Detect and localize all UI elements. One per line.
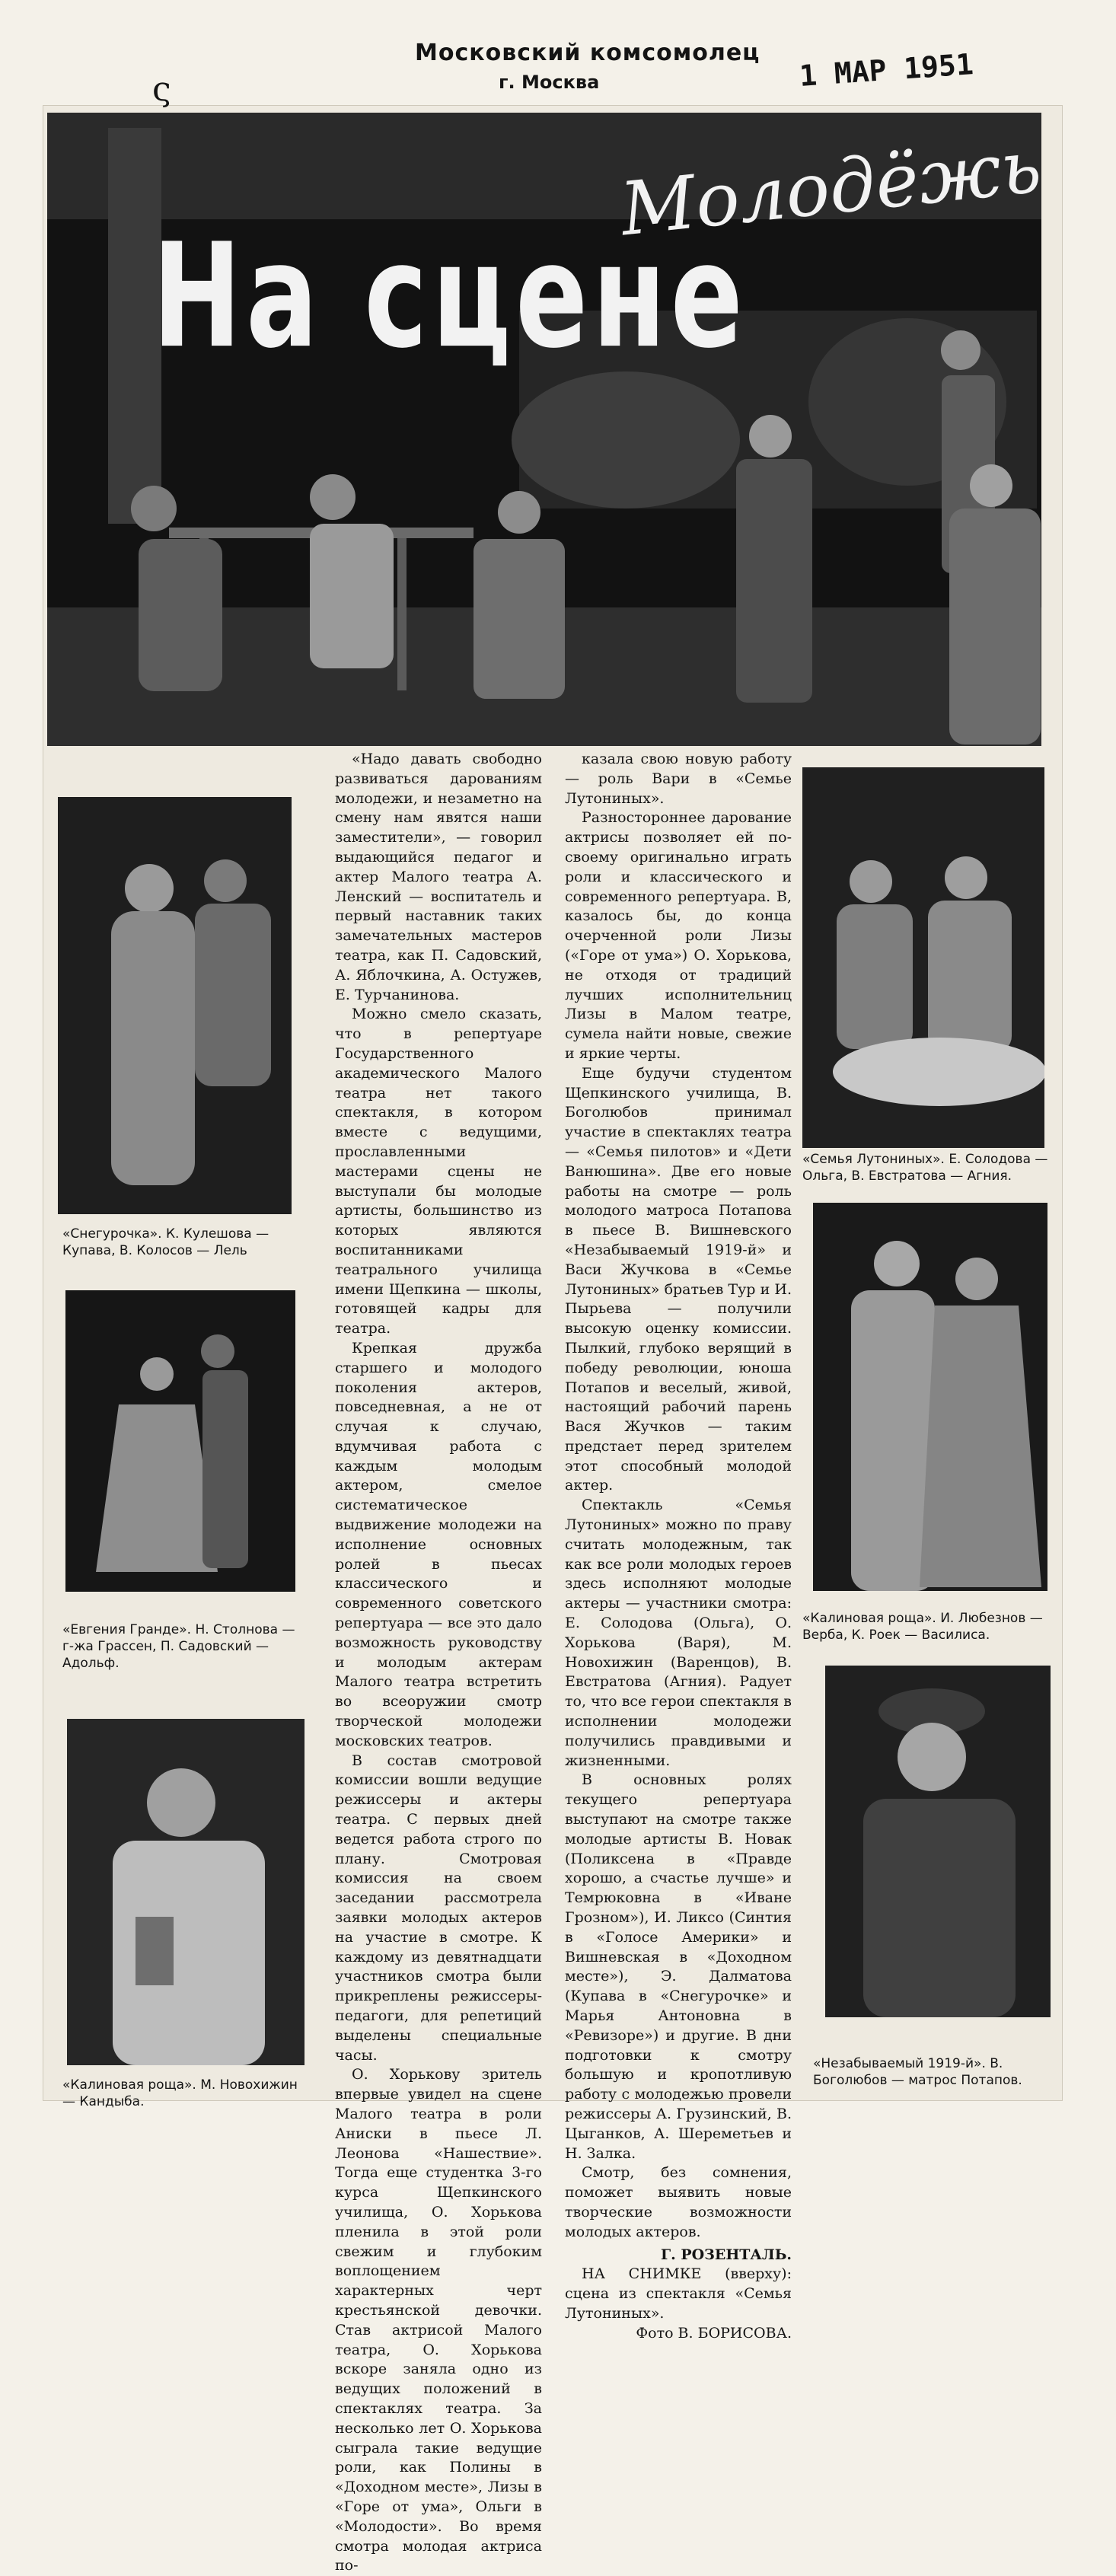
photo-note: НА СНИМКЕ (вверху): сцена из спектакля «Семья Лутониных».: [565, 2265, 792, 2322]
article-paragraph: Еще будучи студентом Щепкинского училища, В. Боголюбов принимал участие в спектаклях театра — «Семья пилотов» и «Дети Ванюшина». Две его новые работы на смотре — роль молодого матроса Потапова в пьесе В. Вишневского «Незабываемый 1919-й» и Васи Жучкова в «Семье Лутониных» братьев Тур и И. Пырьева — получили высокую оценку комиссии. Пылкий, глубоко верящий в победу революции, юноша Потапов и веселый, живой, настоящий рабочий парень Вася Жучков — таким предстает перед зрителем этот способный молодой актер.: [565, 1064, 792, 1494]
author-signature: Г. РОЗЕНТАЛЬ.: [660, 2246, 792, 2263]
article-paragraph: О. Хорькову зритель впервые увидел на сцене Малого театра в роли Аниски в пьесе Л. Леонова «Нашествие». Тогда еще студентка 3-го курса Щепкинского училища, О. Хорькова пленила в этой роли свежим и глубоким воплощением характерных черт крестьянской девочки. Став актрисой Малого театра, О. Хорькова вскоре заняла одно из ведущих положений в спектаклях театра. За несколько лет О. Хорькова сыграла такие ведущие роли, как Полины в «Доходном месте», Лизы в «Горе от ума», Ольги в «Молодости». Во время смотра молодая актриса по-: [335, 2066, 542, 2574]
photo-snegurochka: [58, 797, 292, 1214]
caption-semya-lutoninykh: «Семья Лутониных». Е. Солодова — Ольга, В. Евстратова — Агния.: [802, 1152, 1048, 1184]
caption-evgenia-grande: «Евгения Гранде». Н. Столнова — г-жа Грассен, П. Садовский — Адольф.: [62, 1622, 295, 1671]
article-paragraph: «Надо давать свободно развиваться дарованиям молодежи, и незаметно на смену нам явятся наши заместители», — говорил выдающийся педагог и актер Малого театра А. Ленский — воспитатель и первый наставник таких замечательных мастеров театра, как П. Садовский, А. Яблочкина, А. Остужев, Е. Турчанинова.: [335, 751, 542, 1003]
hand-mark: ς: [152, 70, 171, 109]
newspaper-name: Московский комсомолец: [415, 40, 760, 66]
hero-title-part2: Молодёжь: [617, 123, 1045, 253]
article-paragraph: Крепкая дружба старшего и молодого поколения актеров, повседневная, а не от случая к случаю, вдумчивая работа с каждым молодым актером, смелое систематическое выдвижение молодежи на исполнение основных ролей в пьесах классического и современного советского репертуара — все это дало возможность руководству и молодым актерам Малого театра встретить во всеоружии смотр творческой молодежи московских театров.: [335, 1339, 542, 1749]
newspaper-city: г. Москва: [499, 72, 600, 93]
caption-kalinovaya-roshcha-1: «Калиновая роща». М. Новохижин — Кандыба.: [62, 2077, 298, 2109]
article-paragraph: Можно смело сказать, что в репертуаре Государственного академического Малого театра нет такого спектакля, в котором вместе с ведущими, прославленными мастерами сцены не выступали бы молодые артисты, большинство из которых являются воспитанниками театрального училища имени Щепкина — школы, готовящей кадры для театра.: [335, 1006, 542, 1337]
clipping-header: [0, 23, 1116, 107]
article-paragraph: Спектакль «Семья Лутониных» можно по праву считать молодежным, так как все роли молодых героев здесь исполняют молодые актеры — участники смотра: Е. Солодова (Ольга), О. Хорькова (Варя), М. Новохижин (Варенцов), В. Евстратова (Агния). Радует то, что все герои спектакля в исполнении молодежи получились правдивыми и жизненными.: [565, 1497, 792, 1769]
photo-evgenia-grande: [65, 1290, 295, 1592]
photo-kalinovaya-roshcha-2: [813, 1203, 1047, 1591]
article-paragraph: Смотр, без сомнения, поможет выявить новые творческие возможности молодых актеров.: [565, 2164, 792, 2240]
photo-kalinovaya-roshcha-1: [67, 1719, 305, 2065]
caption-nezabyvaemy-1919: «Незабываемый 1919-й». В. Боголюбов — матрос Потапов.: [813, 2056, 1022, 2088]
article-column-1: [335, 750, 542, 2576]
article-paragraph: В основных ролях текущего репертуара выступают на смотре также молодые артисты В. Новак (Поликсена в «Правде хорошо, а счастье лучше» и Темрюковна в «Иване Грозном»), И. Ликсо (Синтия в «Голосе Америки» и Вишневская в «Доходном месте»), Э. Далматова (Купава в «Снегурочке» и Марья Антоновна в «Ревизоре») и другие. В дни подготовки к смотру большую и кропотливую работу с молодежью провели режиссеры А. Грузинский, В. Цыганков, А. Шереметьев и Н. Залка.: [565, 1771, 792, 2162]
article-paragraph: В состав смотровой комиссии вошли ведущие режиссеры и актеры театра. С первых дней ведется работа строго по плану. Смотровая комиссия на своем заседании рассмотрела заявки молодых актеров на участие в смотре. К каждому из девятнадцати участников смотра были прикреплены режиссеры-педагоги, для репетиций выделены специальные часы.: [335, 1752, 542, 2064]
caption-kalinovaya-roshcha-2: «Калиновая роща». И. Любезнов — Верба, К. Роек — Василиса.: [802, 1611, 1043, 1643]
caption-snegurochka: «Снегурочка». К. Кулешова — Купава, В. Колосов — Лель: [62, 1226, 269, 1258]
photo-nezabyvaemy-1919: [825, 1666, 1051, 2017]
hero-title-part1: На сцене: [152, 213, 748, 381]
photo-credit: Фото В. БОРИСОВА.: [636, 2324, 792, 2342]
date-stamp: 1 МАР 1951: [798, 47, 975, 93]
article-column-2: [565, 750, 792, 2344]
article-paragraph: Разностороннее дарование актрисы позволяет ей по-своему оригинально играть роли и классического и современного репертуара. В, казалось бы, до конца очерченной роли Лизы («Горе от ума») О. Хорькова, не отходя от традиций лучших исполнительниц Лизы в Малом театре, сумела найти новые, свежие и яркие черты.: [565, 809, 792, 1062]
photo-semya-lutoninykh: [802, 767, 1044, 1148]
article-paragraph: казала свою новую работу — роль Вари в «Семье Лутониных».: [565, 751, 792, 807]
